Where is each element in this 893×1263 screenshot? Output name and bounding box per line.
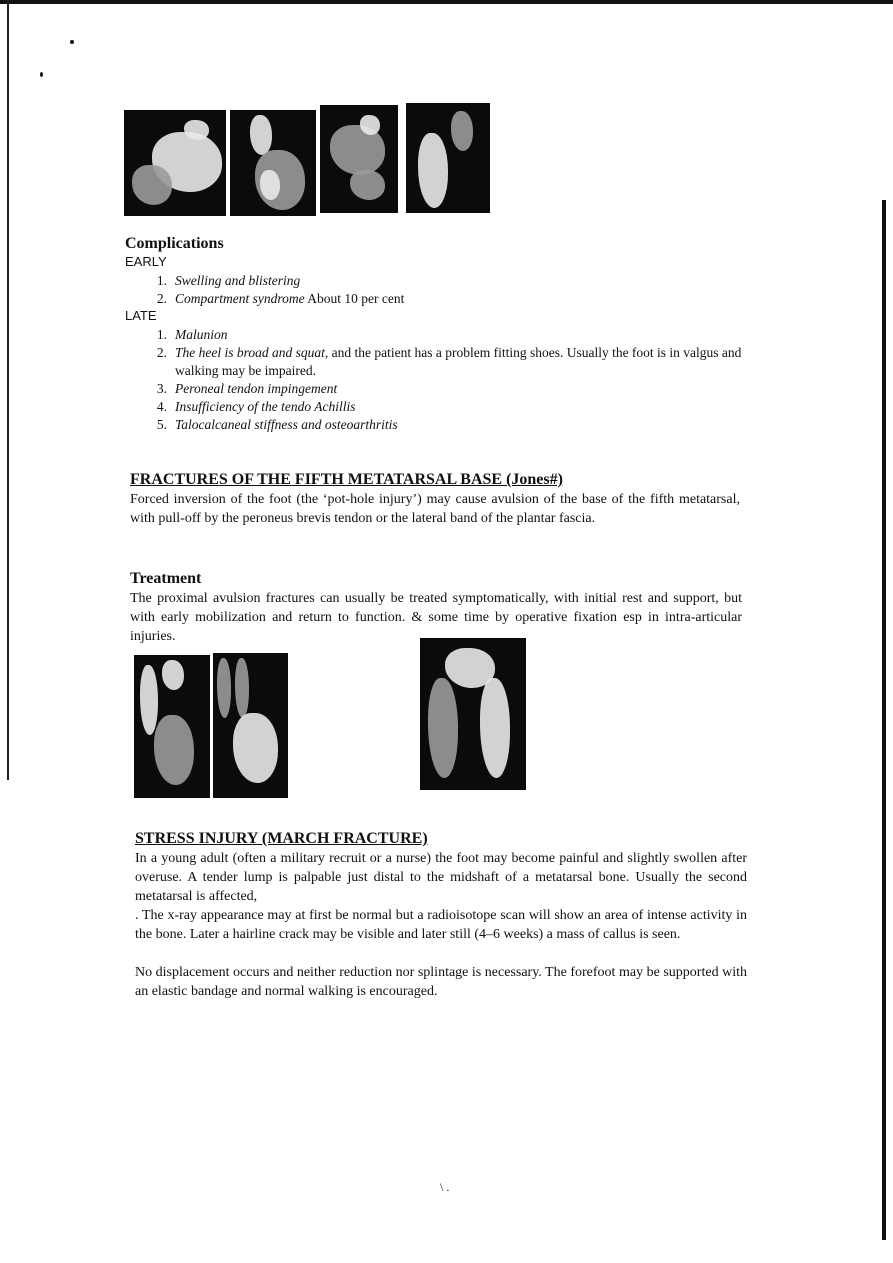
list-item: 5. Talocalcaneal stiffness and osteoarthritis bbox=[156, 417, 398, 432]
list-item: 3. Peroneal tendon impingement bbox=[156, 381, 338, 396]
treatment-heading: Treatment bbox=[130, 570, 202, 587]
page-border-left bbox=[7, 0, 9, 780]
fifth-metatarsal-heading: FRACTURES OF THE FIFTH METATARSAL BASE (Jones#) bbox=[130, 471, 563, 488]
page-number: \ . bbox=[440, 1180, 450, 1194]
xray-image-metatarsal-3 bbox=[420, 638, 526, 790]
xray-image-metatarsal-2 bbox=[213, 653, 288, 798]
list-item: 1. Swelling and blistering bbox=[156, 273, 301, 288]
fifth-metatarsal-body: Forced inversion of the foot (the ‘pot-hole injury’) may cause avulsion of the base of the fifth metatarsal, with pull-off by the peroneus brevis tendon or the lateral band of the plantar fascia. bbox=[130, 492, 740, 526]
list-item: 1. Malunion bbox=[156, 327, 228, 342]
stress-injury-heading: STRESS INJURY (MARCH FRACTURE) bbox=[135, 830, 428, 847]
page-border-top bbox=[0, 0, 893, 4]
stress-injury-para-2: . The x-ray appearance may at first be normal but a radioisotope scan will show an area of intense activity in the bone. Later a hairline crack may be visible and later still (4–6 weeks) a mass of callus is seen. bbox=[135, 908, 747, 942]
scan-speck bbox=[40, 72, 43, 77]
early-label: EARLY bbox=[125, 254, 167, 269]
complications-heading: Complications bbox=[125, 235, 224, 252]
xray-image-metatarsal-1 bbox=[134, 655, 210, 798]
xray-image-calcaneus-4 bbox=[406, 103, 490, 213]
list-item: 2. Compartment syndrome About 10 per cent bbox=[156, 291, 405, 306]
list-item: 2. The heel is broad and squat, and the patient has a problem fitting shoes. Usually the foot is in valgus and walking may be impaired. bbox=[156, 345, 742, 378]
list-item: 4. Insufficiency of the tendo Achillis bbox=[156, 399, 356, 414]
xray-image-calcaneus-2 bbox=[230, 110, 316, 216]
treatment-body: The proximal avulsion fractures can usually be treated symptomatically, with initial rest and support, but with early mobilization and return to function. & some time by operative fixation esp in intra-articular injuries. bbox=[130, 591, 742, 644]
late-label: LATE bbox=[125, 308, 157, 323]
xray-image-calcaneus-3 bbox=[320, 105, 398, 213]
scan-speck bbox=[70, 40, 74, 44]
early-complications-list bbox=[145, 272, 705, 308]
late-complications-list bbox=[145, 326, 745, 434]
xray-image-calcaneus-1 bbox=[124, 110, 226, 216]
stress-injury-para-3: No displacement occurs and neither reduction nor splintage is necessary. The forefoot may be supported with an elastic bandage and normal walking is encouraged. bbox=[135, 965, 747, 999]
stress-injury-para-1: In a young adult (often a military recruit or a nurse) the foot may become painful and slightly swollen after overuse. A tender lump is palpable just distal to the midshaft of a metatarsal bone. Usually the second metatarsal is affected, bbox=[135, 851, 747, 904]
page-border-right bbox=[882, 200, 886, 1240]
